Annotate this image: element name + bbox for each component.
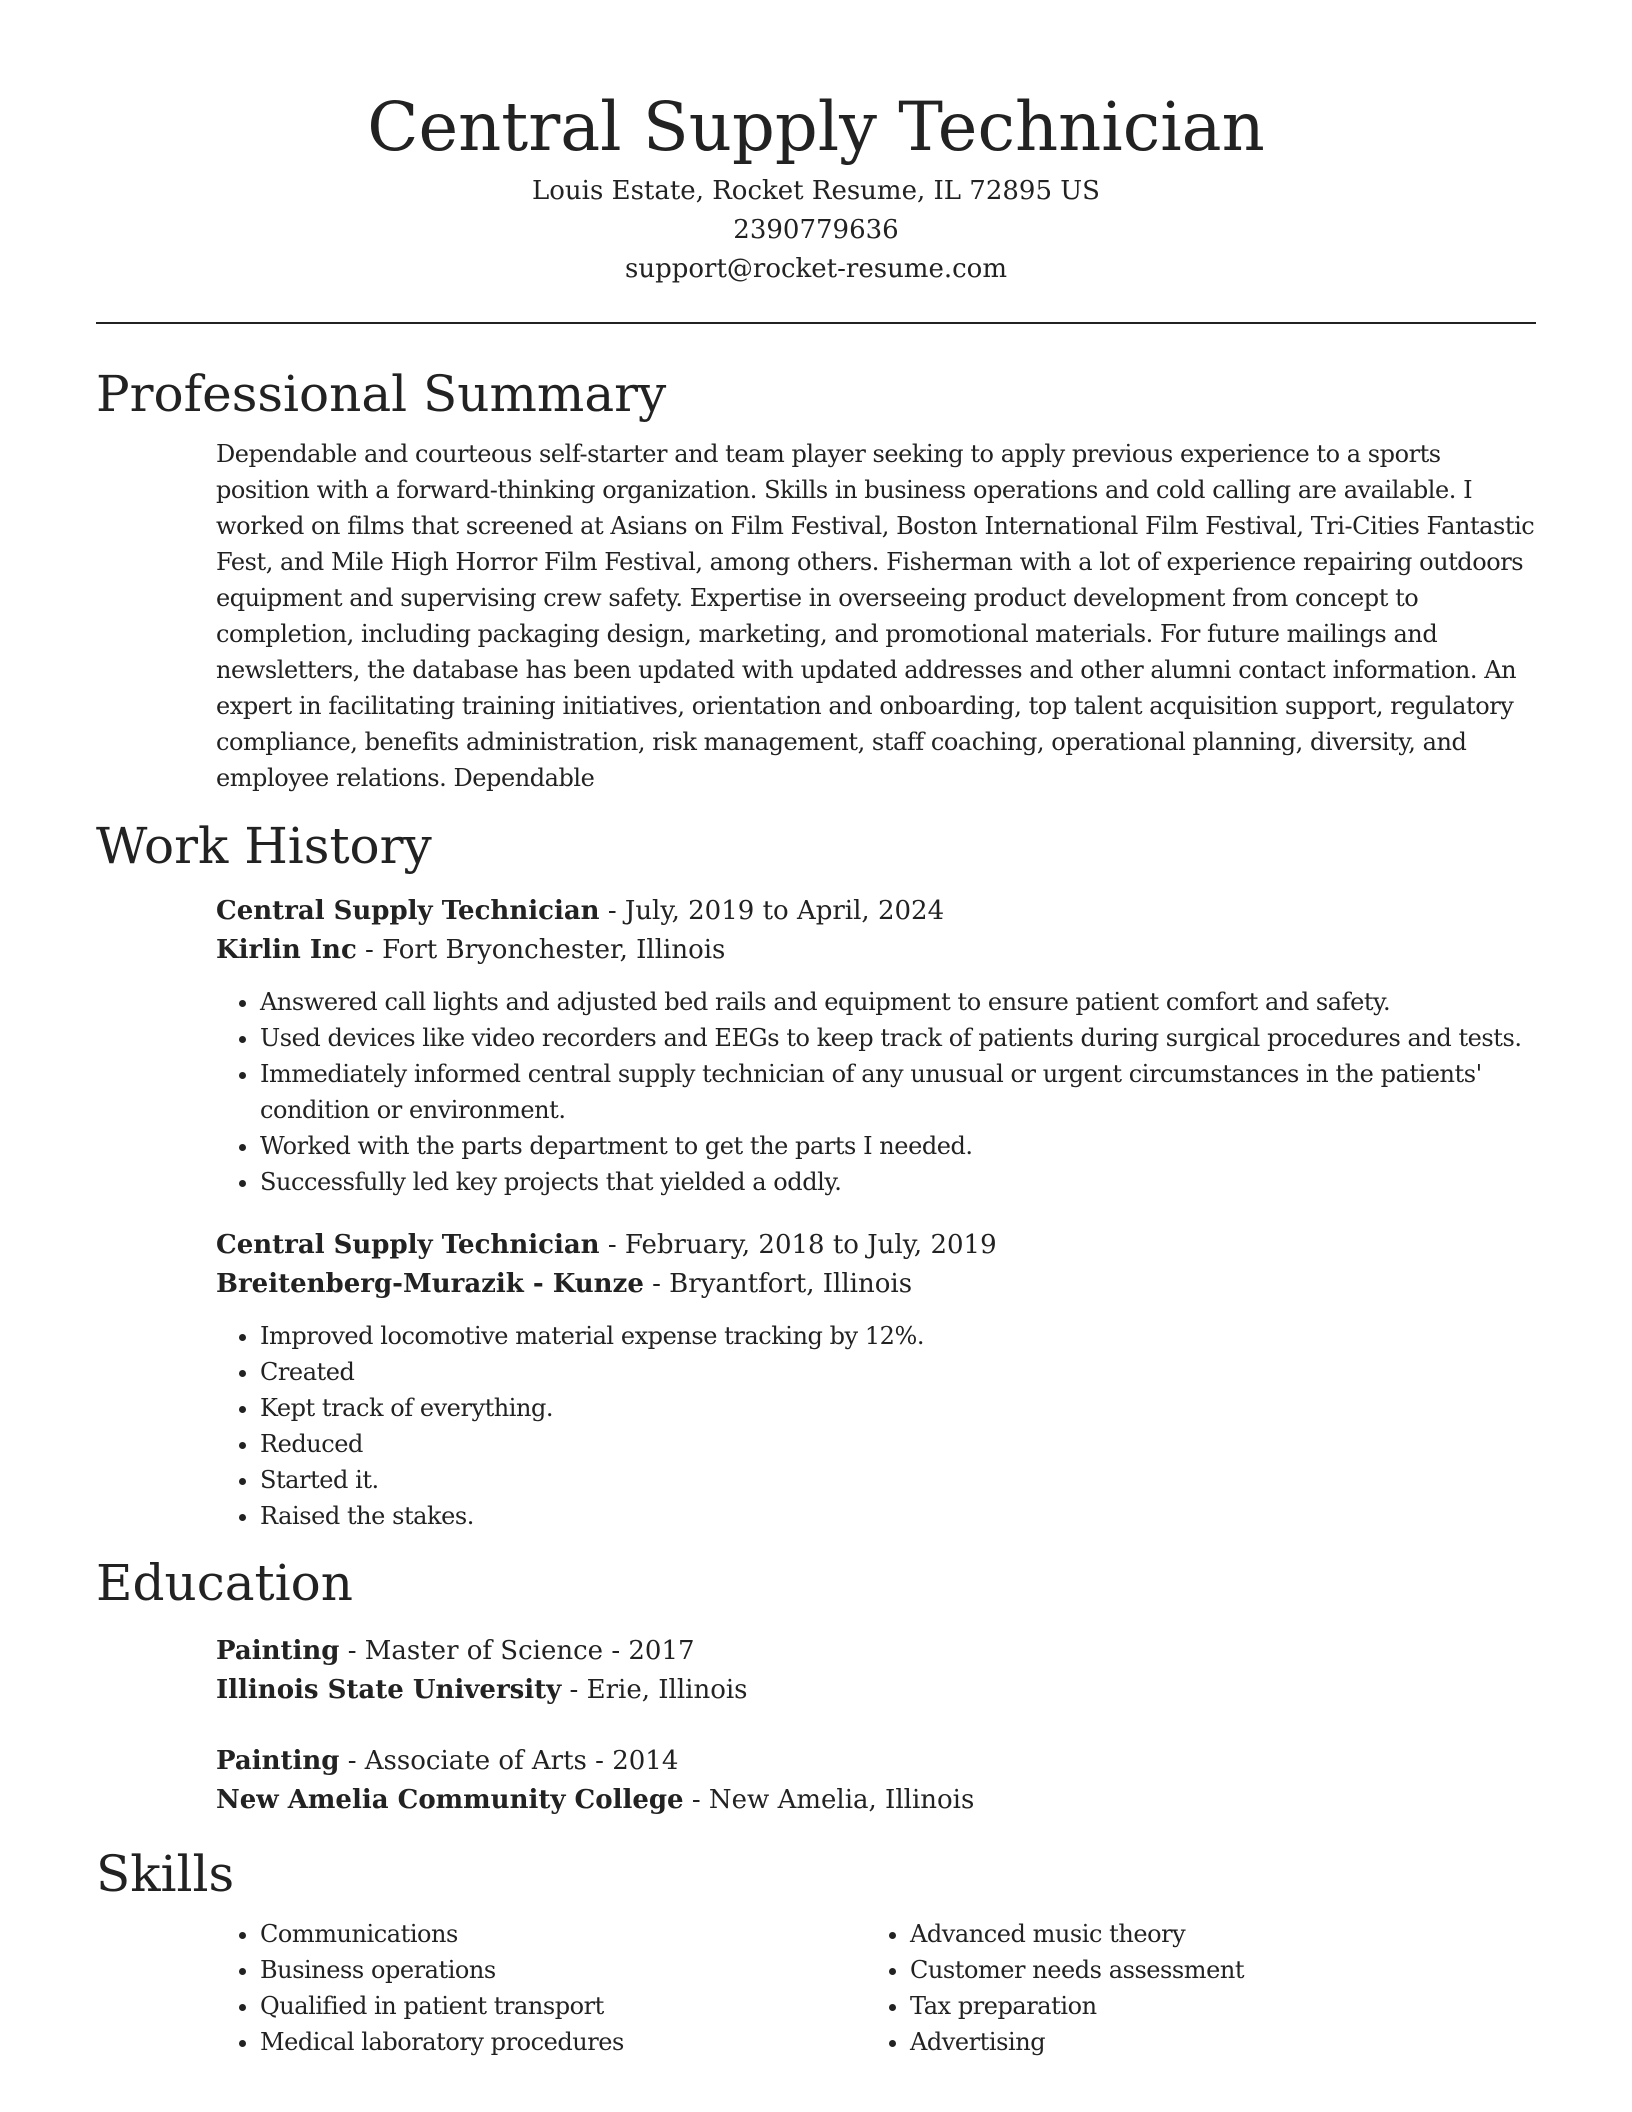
list-item: • Business operations (260, 1952, 866, 1988)
job-company: Kirlin Inc (216, 935, 357, 965)
contact-address: Louis Estate, Rocket Resume, IL 72895 US (532, 176, 1100, 206)
education-degree: - Associate of Arts - 2014 (339, 1746, 679, 1776)
summary-section (216, 436, 1536, 796)
job-position-line (216, 1226, 1536, 1265)
list-item: • Started it. (260, 1462, 1536, 1498)
skills-grid (216, 1916, 1536, 2060)
job-bullet-list (216, 984, 1536, 1200)
skills-list (866, 1916, 1516, 2060)
skills-section (216, 1916, 1536, 2060)
job-position: Central Supply Technician (216, 896, 600, 926)
list-item: • Qualified in patient transport (260, 1988, 866, 2024)
list-item: • Worked with the parts department to get the parts I needed. (260, 1128, 1536, 1164)
job-location: - Fort Bryonchester, Illinois (356, 935, 726, 965)
list-item: • Advertising (910, 2024, 1516, 2060)
list-item: • Advanced music theory (910, 1916, 1516, 1952)
list-item: • Kept track of everything. (260, 1390, 1536, 1426)
job-company-line (216, 1265, 1536, 1304)
summary-heading: Professional Summary (96, 365, 667, 423)
job-dates: - July, 2019 to April, 2024 (599, 896, 945, 926)
work-history-heading: Work History (96, 817, 432, 875)
education-school: Illinois State University (216, 1675, 562, 1705)
skills-list (216, 1916, 866, 2060)
education-section (216, 1632, 1536, 1820)
list-item: • Tax preparation (910, 1988, 1516, 2024)
list-item: • Medical laboratory procedures (260, 2024, 866, 2060)
education-heading: Education (96, 1554, 353, 1612)
education-school-line (216, 1671, 1536, 1710)
job-entry (216, 892, 1536, 1200)
job-company: Breitenberg-Murazik - Kunze (216, 1269, 644, 1299)
summary-text: Dependable and courteous self-starter and team player seeking to apply previous experience to a sports position with a forward-thinking organization. Skills in business operations and cold calling are available. I worked on films that screened at Asians on Film Festival, Boston International Film Festival, Tri-Cities Fantastic Fest, and Mile High Horror Film Festival, among others. Fisherman with a lot of experience repairing outdoors equipment and supervising crew safety. Expertise in overseeing product development from concept to completion, including packaging design, marketing, and promotional materials. For future mailings and newsletters, the database has been updated with updated addresses and other alumni contact information. An expert in facilitating training initiatives, orientation and onboarding, top talent acquisition support, regulatory compliance, benefits administration, risk management, staff coaching, operational planning, diversity, and employee relations. Dependable (216, 440, 1535, 792)
list-item: • Reduced (260, 1426, 1536, 1462)
resume-page (96, 0, 1536, 2060)
list-item: • Improved locomotive material expense tracking by 12%. (260, 1318, 1536, 1354)
list-item: • Raised the stakes. (260, 1498, 1536, 1534)
work-history-section (216, 892, 1536, 1534)
list-item: • Created (260, 1354, 1536, 1390)
contact-phone: 2390779636 (733, 215, 899, 245)
list-item: • Immediately informed central supply technician of any unusual or urgent circumstances in the patients' condition or environment. (260, 1056, 1536, 1128)
education-school-line (216, 1781, 1536, 1820)
job-company-line (216, 931, 1536, 970)
header-divider (96, 322, 1536, 324)
list-item: • Used devices like video recorders and EEGs to keep track of patients during surgical procedures and tests. (260, 1020, 1536, 1056)
job-position-line (216, 892, 1536, 931)
job-position: Central Supply Technician (216, 1230, 600, 1260)
contact-email: support@rocket-resume.com (624, 254, 1007, 284)
education-field: Painting (216, 1746, 340, 1776)
education-degree-line (216, 1632, 1536, 1671)
resume-title: Central Supply Technician (367, 88, 1265, 166)
education-location: - Erie, Illinois (561, 1675, 748, 1705)
job-entry (216, 1226, 1536, 1534)
list-item: • Communications (260, 1916, 866, 1952)
job-location: - Bryantfort, Illinois (643, 1269, 913, 1299)
skills-column-left (216, 1916, 866, 2060)
skills-heading: Skills (96, 1845, 235, 1903)
education-degree: - Master of Science - 2017 (339, 1636, 695, 1666)
job-bullet-list (216, 1318, 1536, 1534)
job-dates: - February, 2018 to July, 2019 (599, 1230, 997, 1260)
education-entry (216, 1742, 1536, 1820)
resume-header (96, 0, 1536, 289)
list-item: • Customer needs assessment (910, 1952, 1516, 1988)
skills-column-right (866, 1916, 1516, 2060)
education-degree-line (216, 1742, 1536, 1781)
education-field: Painting (216, 1636, 340, 1666)
education-school: New Amelia Community College (216, 1785, 684, 1815)
education-location: - New Amelia, Illinois (683, 1785, 975, 1815)
list-item: • Answered call lights and adjusted bed rails and equipment to ensure patient comfort and safety. (260, 984, 1536, 1020)
education-entry (216, 1632, 1536, 1710)
list-item: • Successfully led key projects that yielded a oddly. (260, 1164, 1536, 1200)
